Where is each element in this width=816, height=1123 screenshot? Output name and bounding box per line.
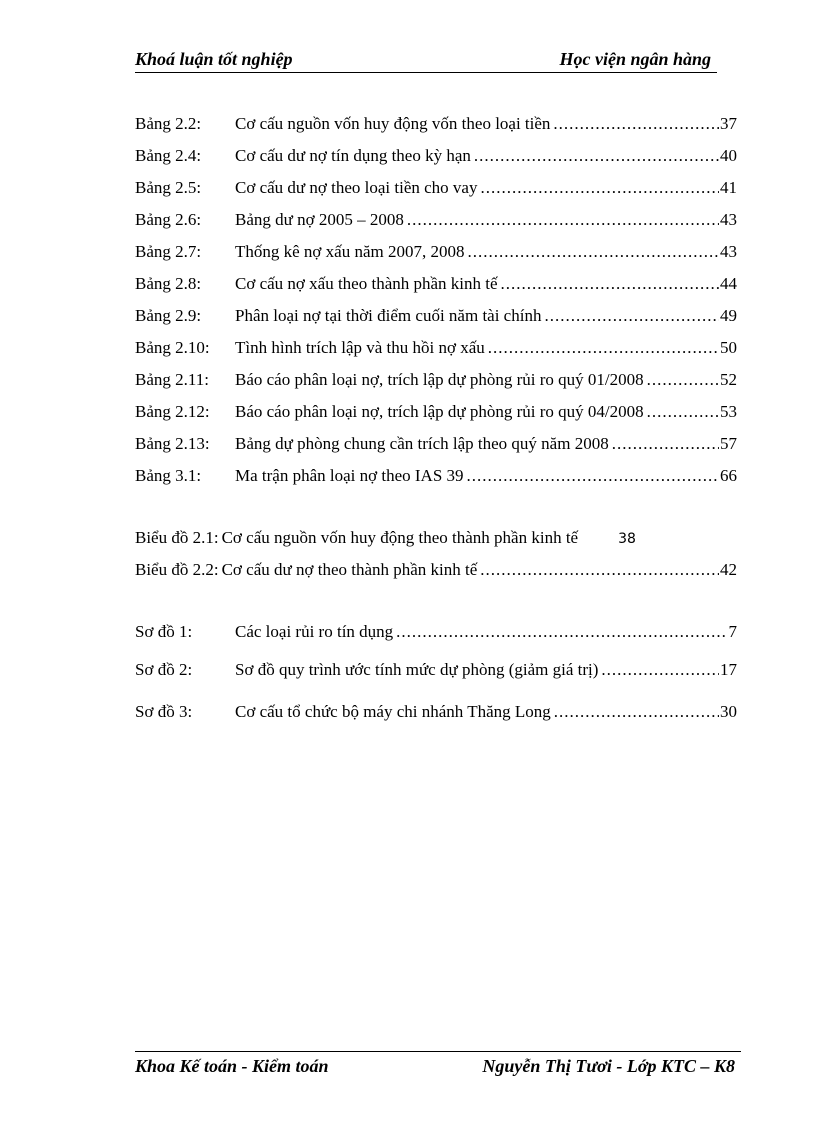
toc-entry-table[interactable] xyxy=(135,338,737,362)
entry-page: 30 xyxy=(720,702,737,721)
entry-title: Bảng dự phòng chung cần trích lập theo quý năm 2008 xyxy=(235,434,609,453)
entry-title: Báo cáo phân loại nợ, trích lập dự phòng rủi ro quý 01/2008 xyxy=(235,370,644,389)
entry-title: Cơ cấu dư nợ theo loại tiền cho vay xyxy=(235,178,478,197)
dot-leader xyxy=(480,560,719,580)
entry-label: Bảng 2.11: xyxy=(135,370,209,389)
page-header xyxy=(135,48,717,73)
entry-title: Ma trận phân loại nợ theo IAS 39 xyxy=(235,466,464,485)
entry-title: Cơ cấu dư nợ tín dụng theo kỳ hạn xyxy=(235,146,471,165)
entry-label: Bảng 2.4: xyxy=(135,146,202,165)
dot-leader xyxy=(396,622,727,642)
entry-page: 43 xyxy=(720,210,737,229)
entry-label: Sơ đồ 2: xyxy=(135,660,193,679)
entry-title: Báo cáo phân loại nợ, trích lập dự phòng rủi ro quý 04/2008 xyxy=(235,402,644,421)
entry-title: Cơ cấu nợ xấu theo thành phần kinh tế xyxy=(235,274,498,293)
dot-leader xyxy=(544,306,719,326)
toc-entry-chart[interactable] xyxy=(135,528,737,552)
toc-entry-table[interactable] xyxy=(135,178,737,202)
page-footer xyxy=(135,1051,741,1078)
entry-label: Bảng 3.1: xyxy=(135,466,202,485)
toc-entry-table[interactable] xyxy=(135,434,737,458)
entry-title: Cơ cấu dư nợ theo thành phần kinh tế xyxy=(221,560,478,579)
dot-leader xyxy=(467,466,719,486)
entry-page: 40 xyxy=(720,146,737,165)
entry-label: Bảng 2.8: xyxy=(135,274,202,293)
toc-entry-table[interactable] xyxy=(135,274,737,298)
entry-title: Sơ đồ quy trình ước tính mức dự phòng (giảm giá trị) xyxy=(235,660,599,679)
header-thesis-label: Khoá luận tốt nghiệp xyxy=(135,49,293,69)
entry-page: 44 xyxy=(720,274,737,293)
toc-entry-table[interactable] xyxy=(135,402,737,426)
entry-label: Bảng 2.2: xyxy=(135,114,202,133)
entry-label: Bảng 2.9: xyxy=(135,306,202,325)
entry-title: Thống kê nợ xấu năm 2007, 2008 xyxy=(235,242,465,261)
footer-department: Khoa Kế toán - Kiểm toán xyxy=(135,1056,329,1076)
entry-title: Bảng dư nợ 2005 – 2008 xyxy=(235,210,404,229)
dot-leader xyxy=(474,146,719,166)
entry-label: Bảng 2.10: xyxy=(135,338,210,357)
dot-leader xyxy=(601,660,719,680)
toc-entry-table[interactable] xyxy=(135,370,737,394)
toc-entry-diagram[interactable] xyxy=(135,702,737,726)
entry-title: Phân loại nợ tại thời điểm cuối năm tài chính xyxy=(235,306,542,325)
dot-leader xyxy=(612,434,719,454)
dot-leader xyxy=(488,338,719,358)
entry-page: 7 xyxy=(728,622,737,641)
entry-page: 42 xyxy=(720,560,737,579)
toc-entry-table[interactable] xyxy=(135,466,737,490)
entry-page: 37 xyxy=(720,114,737,133)
entry-label: Bảng 2.12: xyxy=(135,402,210,421)
entry-page: 57 xyxy=(720,434,737,453)
entry-label: Biểu đồ 2.2: xyxy=(135,560,219,579)
toc-entry-table[interactable] xyxy=(135,242,737,266)
dot-leader xyxy=(647,370,719,390)
entry-label: Bảng 2.7: xyxy=(135,242,202,261)
dot-leader xyxy=(407,210,719,230)
header-institution: Học viện ngân hàng xyxy=(559,49,711,69)
entry-label: Sơ đồ 1: xyxy=(135,622,193,641)
dot-leader xyxy=(480,178,719,198)
entry-page: 66 xyxy=(720,466,737,485)
entry-label: Biểu đồ 2.1: xyxy=(135,528,219,547)
entry-page: 41 xyxy=(720,178,737,197)
toc-entry-table[interactable] xyxy=(135,146,737,170)
entry-label: Bảng 2.6: xyxy=(135,210,202,229)
toc-entry-table[interactable] xyxy=(135,306,737,330)
toc-entry-chart[interactable] xyxy=(135,560,737,584)
footer-author: Nguyễn Thị Tươi - Lớp KTC – K8 xyxy=(482,1056,735,1076)
entry-label: Bảng 2.5: xyxy=(135,178,202,197)
entry-page: 43 xyxy=(720,242,737,261)
entry-page: 50 xyxy=(720,338,737,357)
entry-title: Tình hình trích lập và thu hồi nợ xấu xyxy=(235,338,485,357)
entry-label: Sơ đồ 3: xyxy=(135,702,193,721)
toc-entry-diagram[interactable] xyxy=(135,660,737,684)
entry-title: Cơ cấu nguồn vốn huy động vốn theo loại tiền xyxy=(235,114,551,133)
entry-page: 17 xyxy=(720,660,737,679)
entry-title: Cơ cấu nguồn vốn huy động theo thành phần kinh tế xyxy=(221,528,579,547)
dot-leader xyxy=(554,702,719,722)
entry-page: 52 xyxy=(720,370,737,389)
dot-leader xyxy=(553,114,719,134)
entry-label: Bảng 2.13: xyxy=(135,434,210,453)
toc-entry-table[interactable] xyxy=(135,114,737,138)
entry-title: Các loại rủi ro tín dụng xyxy=(235,622,394,641)
entry-page: 53 xyxy=(720,402,737,421)
dot-leader xyxy=(501,274,719,294)
toc-entry-table[interactable] xyxy=(135,210,737,234)
entry-page: 38 xyxy=(618,531,636,547)
toc-entry-diagram[interactable] xyxy=(135,622,737,646)
entry-page: 49 xyxy=(720,306,737,325)
dot-leader xyxy=(647,402,719,422)
dot-leader xyxy=(467,242,719,262)
entry-title: Cơ cấu tổ chức bộ máy chi nhánh Thăng Long xyxy=(235,702,551,721)
